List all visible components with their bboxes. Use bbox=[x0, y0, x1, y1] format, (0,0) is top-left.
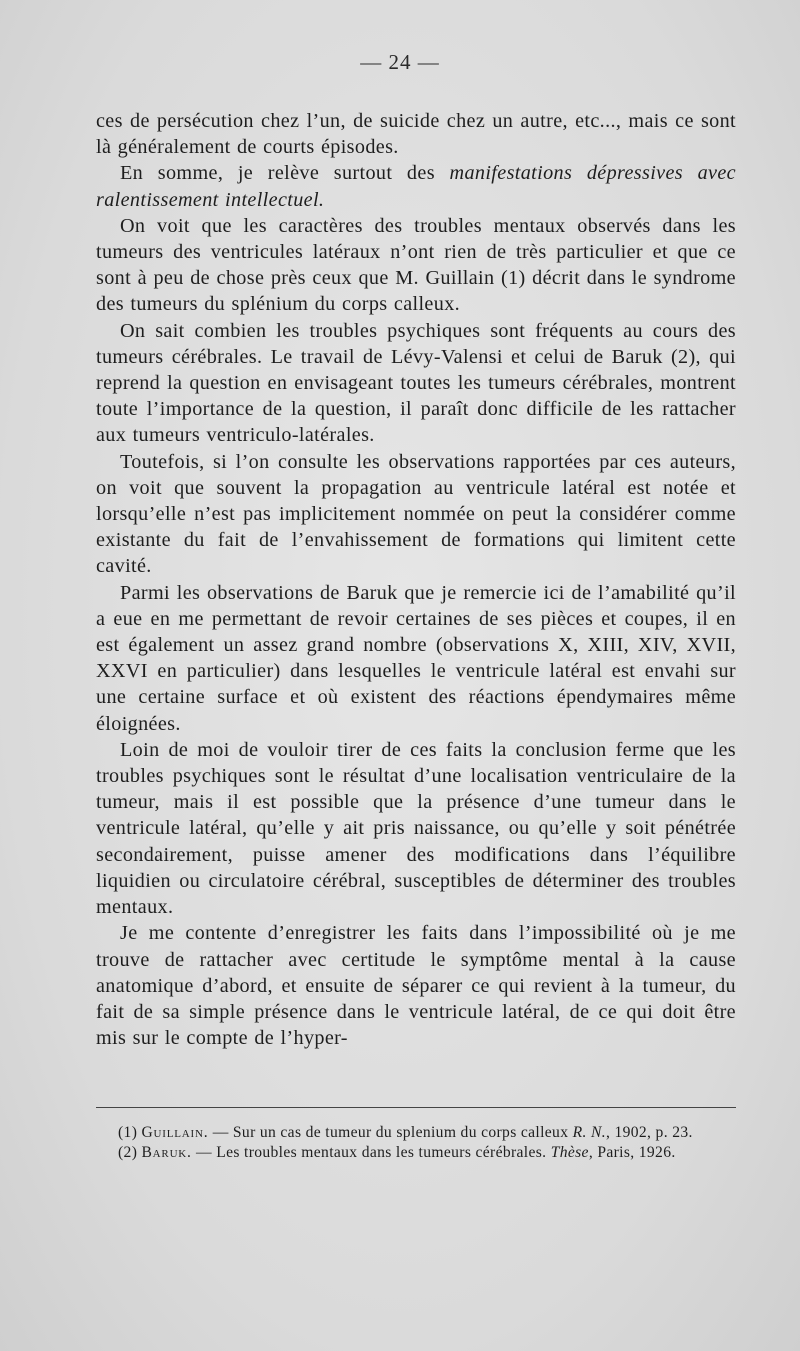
text-run: , 1902, p. 23. bbox=[605, 1124, 693, 1141]
author-name: Guillain. bbox=[141, 1124, 209, 1141]
text-run: Loin de moi de vouloir tirer de ces faits la conclusion ferme que les troubles psychiques sont le résultat d’une localisation ventriculaire de la tumeur, mais il est possible que la présence d’une tumeur dans le ventricule latéral, qu’elle y ait pris naissance, ou qu’elle y soit pénétrée secondairement, puisse amener des modifications dans l’équilibre liquidien ou circulatoire cérébral, susceptibles de déterminer des troubles mentaux. bbox=[96, 738, 736, 919]
footnote bbox=[96, 1144, 736, 1163]
text-run: On sait combien les troubles psychiques sont fréquents au cours des tumeurs cérébrales. Le travail de Lévy-Valensi et celui de Baruk (2), qui reprend la question en envisageant toutes les tumeurs cérébrales, montrent toute l’importance de la question, il paraît donc difficile de les rattacher aux tumeurs ventriculo-latérales. bbox=[96, 319, 736, 447]
text-run: Je me contente d’enregistrer les faits dans l’impossibilité où je me trouve de rattacher avec certitude le symptôme mental à la cause anatomique d’abord, et ensuite de séparer ce qui revient à la tumeur, du fait de sa simple présence dans le ventricule latéral, de ce qui doit être mis sur le compte de l’hyper- bbox=[96, 922, 736, 1050]
text-run: , Paris, 1926. bbox=[588, 1143, 676, 1161]
italic-text: manifestations dépressives avec ralentissement intellectuel. bbox=[96, 162, 736, 211]
paragraph bbox=[96, 920, 736, 1051]
page-number: — 24 — bbox=[360, 50, 440, 74]
text-run: On voit que les caractères des troubles mentaux observés dans les tumeurs des ventricules latéraux n’ont rien de très particulier et que ce sont à peu de chose près ceux que M. Guillain (1) décrit dans le syndrome des tumeurs du splénium du corps calleux. bbox=[96, 214, 736, 316]
text-run: ces de persécution chez l’un, de suicide chez un autre, etc..., mais ce sont là généralement de courts épisodes. bbox=[96, 110, 736, 159]
text-run: En somme, je relève surtout des bbox=[120, 162, 450, 185]
paragraph bbox=[96, 108, 736, 160]
text-run: (1) bbox=[118, 1124, 142, 1141]
text-run: — Sur un cas de tumeur du splenium du corps calleux bbox=[208, 1124, 573, 1141]
paragraph bbox=[96, 160, 736, 212]
text-run: Parmi les observations de Baruk que je remercie ici de l’amabilité qu’il a eue en me permettant de revoir certaines de ses pièces et coupes, il en est également un assez grand nombre (observations X, XIII, XIV, XVII, XXVI en particulier) dans lesquelles le ventricule latéral est envahi sur une certaine surface et où existent des réactions épendymaires même éloignées. bbox=[96, 581, 736, 735]
footnote bbox=[96, 1124, 736, 1143]
author-name: Baruk. bbox=[141, 1143, 192, 1161]
paragraph bbox=[96, 449, 736, 580]
footnotes bbox=[96, 1124, 736, 1163]
footnote-divider bbox=[96, 1107, 736, 1108]
paragraph bbox=[96, 318, 736, 449]
body-text bbox=[96, 108, 736, 1051]
text-run: (2) bbox=[118, 1143, 142, 1161]
italic-text: R. N. bbox=[572, 1124, 606, 1141]
paragraph bbox=[96, 213, 736, 318]
paragraph bbox=[96, 737, 736, 920]
text-run: — Les troubles mentaux dans les tumeurs cérébrales. bbox=[191, 1143, 551, 1161]
paragraph bbox=[96, 580, 736, 737]
italic-text: Thèse bbox=[550, 1143, 589, 1161]
text-run: Toutefois, si l’on consulte les observations rapportées par ces auteurs, on voit que souvent la propagation au ventricule latéral est notée et lorsqu’elle n’est pas implicitement nommée on peut la considérer comme existante du fait de l’envahissement de formations qui limitent cette cavité. bbox=[96, 450, 736, 578]
